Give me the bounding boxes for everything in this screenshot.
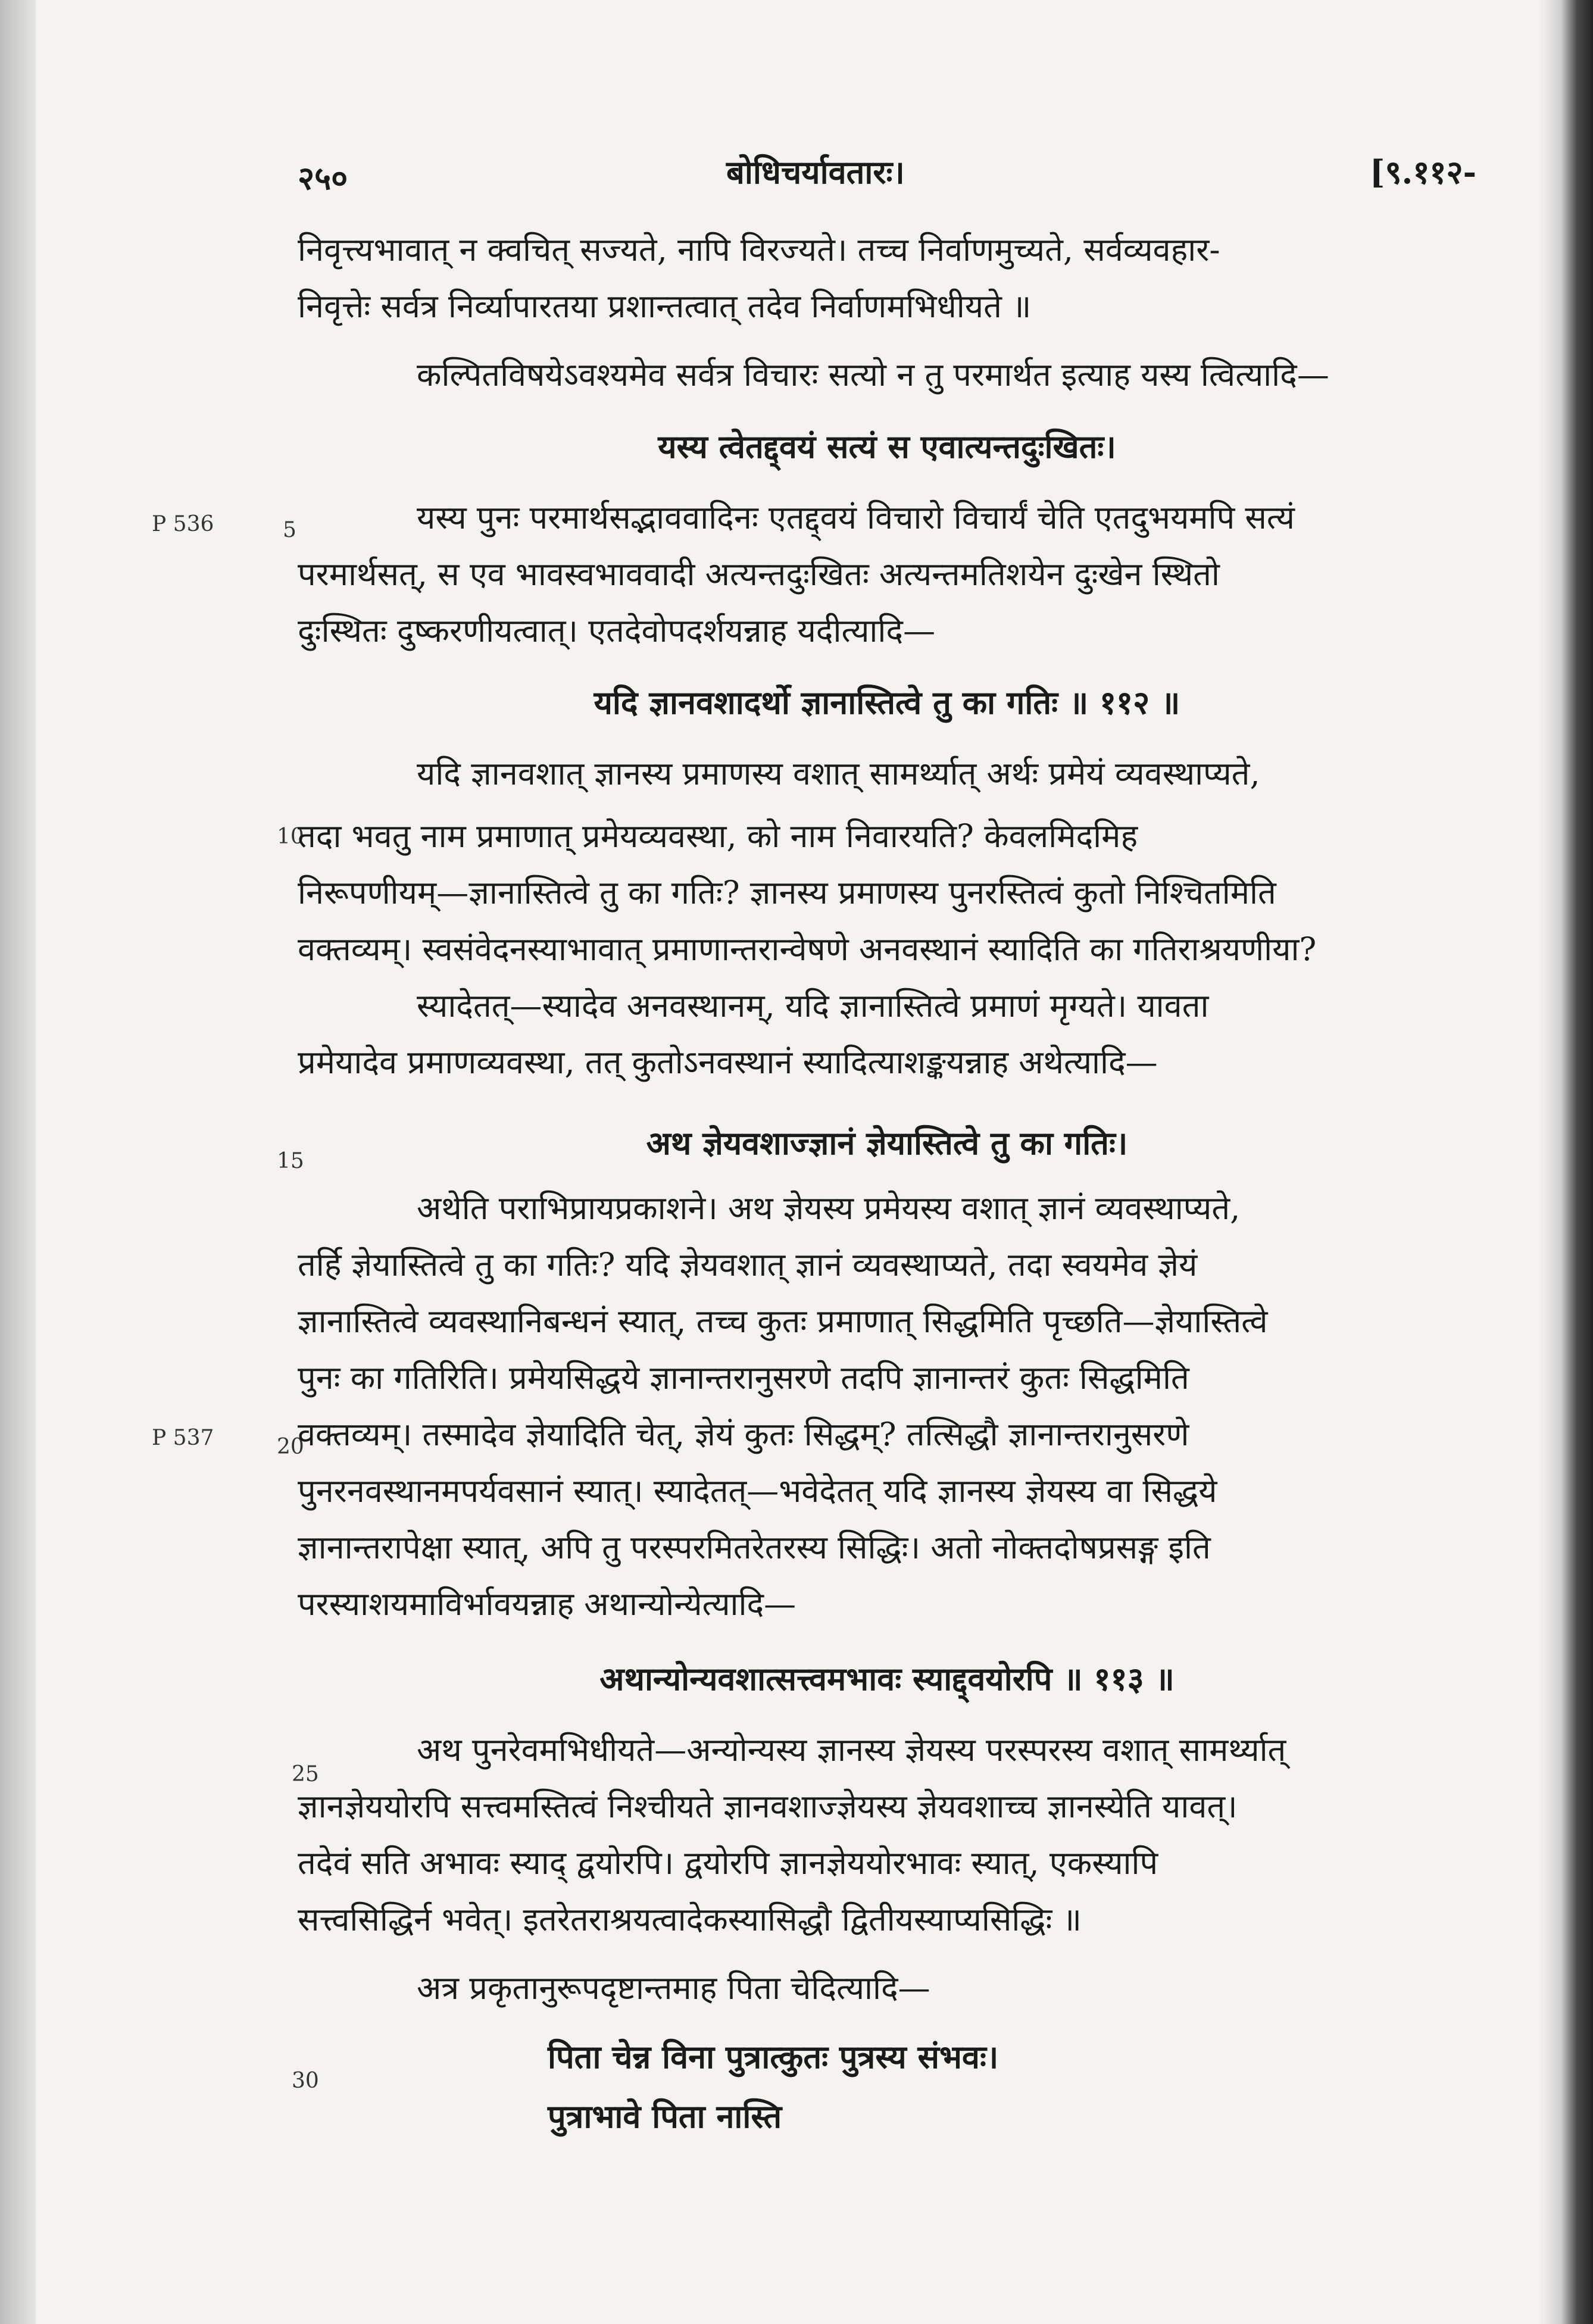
- text-line: वक्तव्यम्। स्वसंवेदनस्याभावात् प्रमाणान्तरान्वेषणे अनवस्थानं स्यादिति का गतिराश्रयणीया?: [298, 930, 1317, 968]
- text-line: पुनरनवस्थानमपर्यवसानं स्यात्। स्यादेतत्—भवेदेतत् यदि ज्ञानस्य ज्ञेयस्य वा सिद्धये: [298, 1472, 1217, 1510]
- text-line: निरूपणीयम्—ज्ञानास्तित्वे तु का गतिः? ज्ञानस्य प्रमाणस्य पुनरस्तित्वं कुतो निश्चितमिति: [298, 874, 1276, 911]
- verse-line: यदि ज्ञानवशादर्थो ज्ञानास्तित्वे तु का गतिः ॥ ११२ ॥: [594, 683, 1180, 721]
- book-title: बोधिचर्यावतारः।: [726, 153, 905, 191]
- line-number-5: 5: [283, 518, 296, 542]
- text-line: तदा भवतु नाम प्रमाणात् प्रमेयव्यवस्था, को नाम निवारयति? केवलमिदमिह: [298, 817, 1138, 855]
- text-line: यदि ज्ञानवशात् ज्ञानस्य प्रमाणस्य वशात् सामर्थ्यात् अर्थः प्रमेयं व्यवस्थाप्यते,: [417, 755, 1260, 792]
- verse-reference: [९.११२-: [1369, 153, 1476, 191]
- text-line: प्रमेयादेव प्रमाणव्यवस्था, तत् कुतोऽनवस्थानं स्यादित्याशङ्कयन्नाह अथेत्यादि—: [298, 1044, 1158, 1081]
- text-line: निवृत्त्यभावात् न क्वचित् सज्यते, नापि विरज्यते। तच्च निर्वाणमुच्यते, सर्वव्यवहार-: [298, 231, 1220, 268]
- text-line: परमार्थसत्, स एव भावस्वभाववादी अत्यन्तदुःखितः अत्यन्तमतिशयेन दुःखेन स्थितो: [298, 555, 1220, 593]
- text-line: तर्हि ज्ञेयास्तित्वे तु का गतिः? यदि ज्ञेयवशात् ज्ञानं व्यवस्थाप्यते, तदा स्वयमेव ज्ञेयं: [298, 1246, 1198, 1283]
- margin-ref-p536: P 536: [152, 512, 214, 536]
- text-line: अत्र प्रकृतानुरूपदृष्टान्तमाह पिता चेदित्यादि—: [417, 1969, 930, 2007]
- text-line: ज्ञानज्ञेययोरपि सत्त्वमस्तित्वं निश्चीयते ज्ञानवशाज्ज्ञेयस्य ज्ञेयवशाच्च ज्ञानस्येति यावत्।: [298, 1788, 1238, 1825]
- text-line: वक्तव्यम्। तस्मादेव ज्ञेयादिति चेत्, ज्ञेयं कुतः सिद्धम्? तत्सिद्धौ ज्ञानान्तरानुसरणे: [298, 1416, 1189, 1453]
- running-header: [298, 149, 1476, 202]
- scan-shadow-left: [0, 0, 36, 2324]
- text-line: कल्पितविषयेऽवश्यमेव सर्वत्र विचारः सत्यो न तु परमार्थत इत्याह यस्य त्वित्यादि—: [417, 356, 1329, 393]
- verse-line: पिता चेन्न विना पुत्रात्कुतः पुत्रस्य संभवः।: [548, 2038, 999, 2076]
- verse-line: यस्य त्वेतद्द्वयं सत्यं स एवात्यन्तदुःखितः।: [658, 427, 1116, 466]
- verse-line: पुत्राभावे पिता नास्ति: [548, 2097, 782, 2135]
- text-line: अथेति पराभिप्रायप्रकाशने। अथ ज्ञेयस्य प्रमेयस्य वशात् ज्ञानं व्यवस्थाप्यते,: [417, 1189, 1241, 1227]
- text-line: स्यादेतत्—स्यादेव अनवस्थानम्, यदि ज्ञानास्तित्वे प्रमाणं मृग्यते। यावता: [417, 987, 1209, 1024]
- text-line: दुःस्थितः दुष्करणीयत्वात्। एतदेवोपदर्शयन्नाह यदीत्यादि—: [298, 612, 936, 649]
- text-line: सत्त्वसिद्धिर्न भवेत्। इतरेतराश्रयत्वादेकस्यासिद्धौ द्वितीयस्याप्यसिद्धिः ॥: [298, 1901, 1082, 1938]
- verse-line: अथ ज्ञेयवशाज्ज्ञानं ज्ञेयास्तित्वे तु का गतिः।: [646, 1124, 1128, 1162]
- margin-ref-p537: P 537: [152, 1426, 214, 1450]
- line-number-20: 20: [277, 1435, 304, 1459]
- text-line: ज्ञानान्तरापेक्षा स्यात्, अपि तु परस्परमितरेतरस्य सिद्धिः। अतो नोक्तदोषप्रसङ्ग इति: [298, 1529, 1211, 1566]
- text-line: निवृत्तेः सर्वत्र निर्व्यापारतया प्रशान्तत्वात् तदेव निर्वाणमभिधीयते ॥: [298, 288, 1032, 325]
- text-line: तदेवं सति अभावः स्याद् द्वयोरपि। द्वयोरपि ज्ञानज्ञेययोरभावः स्यात्, एकस्यापि: [298, 1844, 1158, 1882]
- text-line: अथ पुनरेवमभिधीयते—अन्योन्यस्य ज्ञानस्य ज्ञेयस्य परस्परस्य वशात् सामर्थ्यात्: [417, 1731, 1286, 1769]
- verse-line: अथान्योन्यवशात्सत्त्वमभावः स्याद्द्वयोरपि ॥ ११३ ॥: [599, 1660, 1175, 1698]
- page-number: २५०: [298, 159, 348, 197]
- line-number-25: 25: [292, 1762, 319, 1786]
- text-line: परस्याशयमाविर्भावयन्नाह अथान्योन्येत्यादि—: [298, 1585, 796, 1623]
- text-line: ज्ञानास्तित्वे व्यवस्थानिबन्धनं स्यात्, तच्च कुतः प्रमाणात् सिद्धमिति पृच्छति—ज्ञेयास्तित्वे: [298, 1302, 1268, 1340]
- line-number-30: 30: [292, 2069, 319, 2093]
- line-number-15: 15: [277, 1149, 304, 1173]
- scan-shadow-right: [1539, 0, 1593, 2324]
- text-line: पुनः का गतिरिति। प्रमेयसिद्धये ज्ञानान्तरानुसरणे तदपि ज्ञानान्तरं कुतः सिद्धमिति: [298, 1359, 1189, 1397]
- text-line: यस्य पुनः परमार्थसद्भाववादिनः एतद्द्वयं विचारो विचार्यं चेति एतदुभयमपि सत्यं: [417, 499, 1295, 536]
- line-number-10: 10: [277, 824, 304, 849]
